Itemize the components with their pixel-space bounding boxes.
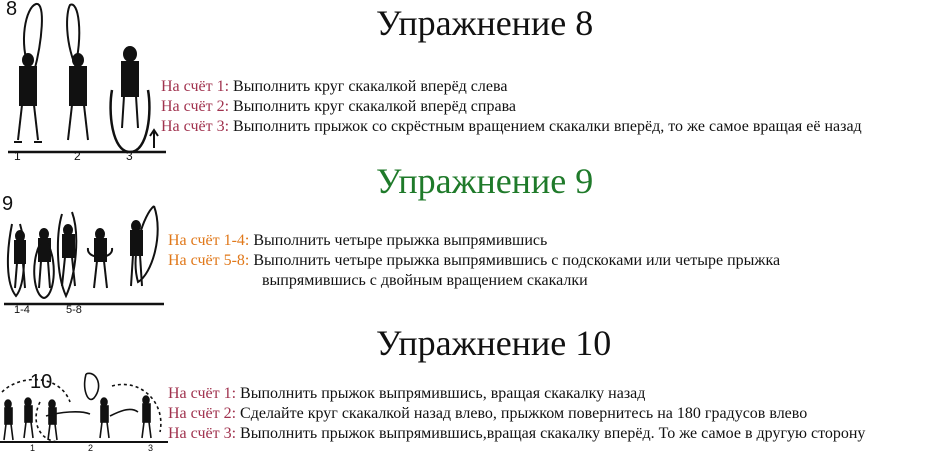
instruction-text: Выполнить прыжок со скрёстным вращением скакалки вперёд, то же самое вращая её назад xyxy=(233,118,862,135)
instruction-continuation: выпрямившись с двойным вращением скакалки xyxy=(262,272,588,289)
figure-caption: 1 xyxy=(30,443,36,453)
count-label: На счёт 1: xyxy=(161,78,230,95)
count-label: На счёт 3: xyxy=(168,425,237,442)
instruction-line xyxy=(168,404,865,424)
figure-caption: 5-8 xyxy=(66,304,82,316)
exercise-8-number: 8 xyxy=(6,0,18,20)
exercise-8-illustration xyxy=(8,2,166,164)
exercise-10-number: 10 xyxy=(30,371,53,393)
instruction-line xyxy=(161,117,862,137)
count-label: На счёт 2: xyxy=(161,98,230,115)
exercise-10-illustration xyxy=(0,372,168,450)
instruction-line xyxy=(168,384,865,404)
instruction-line xyxy=(161,77,862,97)
instruction-text: Выполнить прыжок выпрямившись,вращая скакалку вперёд. То же самое в другую сторону xyxy=(240,425,866,442)
instruction-line xyxy=(168,251,780,271)
count-label: На счёт 1-4: xyxy=(168,232,250,249)
instruction-text: Выполнить четыре прыжка выпрямившись xyxy=(253,232,548,249)
instruction-text: Выполнить круг скакалкой вперёд справа xyxy=(233,98,517,115)
exercise-9-title: Упражнение 9 xyxy=(376,161,594,201)
figure-caption: 1-4 xyxy=(14,304,30,316)
instruction-text: Выполнить прыжок выпрямившись, вращая скакалку назад xyxy=(240,385,646,402)
figure-caption: 1 xyxy=(14,149,21,163)
instruction-line xyxy=(168,424,865,444)
figure-caption: 3 xyxy=(148,443,154,453)
figure-caption: 2 xyxy=(88,443,94,453)
exercise-9-illustration xyxy=(4,204,164,310)
count-label: На счёт 5-8: xyxy=(168,252,250,269)
figure-caption: 3 xyxy=(126,149,133,163)
count-label: На счёт 3: xyxy=(161,118,230,135)
instruction-text: Сделайте круг скакалкой назад влево, прыжком повернитесь на 180 градусов влево xyxy=(240,405,808,422)
figure-caption: 2 xyxy=(74,149,81,163)
exercise-10-title: Упражнение 10 xyxy=(376,323,612,363)
instruction-line xyxy=(168,231,780,251)
exercise-9-number: 9 xyxy=(2,193,14,215)
exercise-10-instructions xyxy=(168,384,865,444)
exercise-8-instructions xyxy=(161,77,862,137)
exercise-8-title: Упражнение 8 xyxy=(376,3,594,43)
count-label: На счёт 2: xyxy=(168,405,237,422)
instruction-line xyxy=(161,97,862,117)
instruction-text: Выполнить четыре прыжка выпрямившись с подскоками или четыре прыжка xyxy=(253,252,781,269)
exercise-9-instructions xyxy=(168,231,780,291)
instruction-text: Выполнить круг скакалкой вперёд слева xyxy=(233,78,508,95)
count-label: На счёт 1: xyxy=(168,385,237,402)
